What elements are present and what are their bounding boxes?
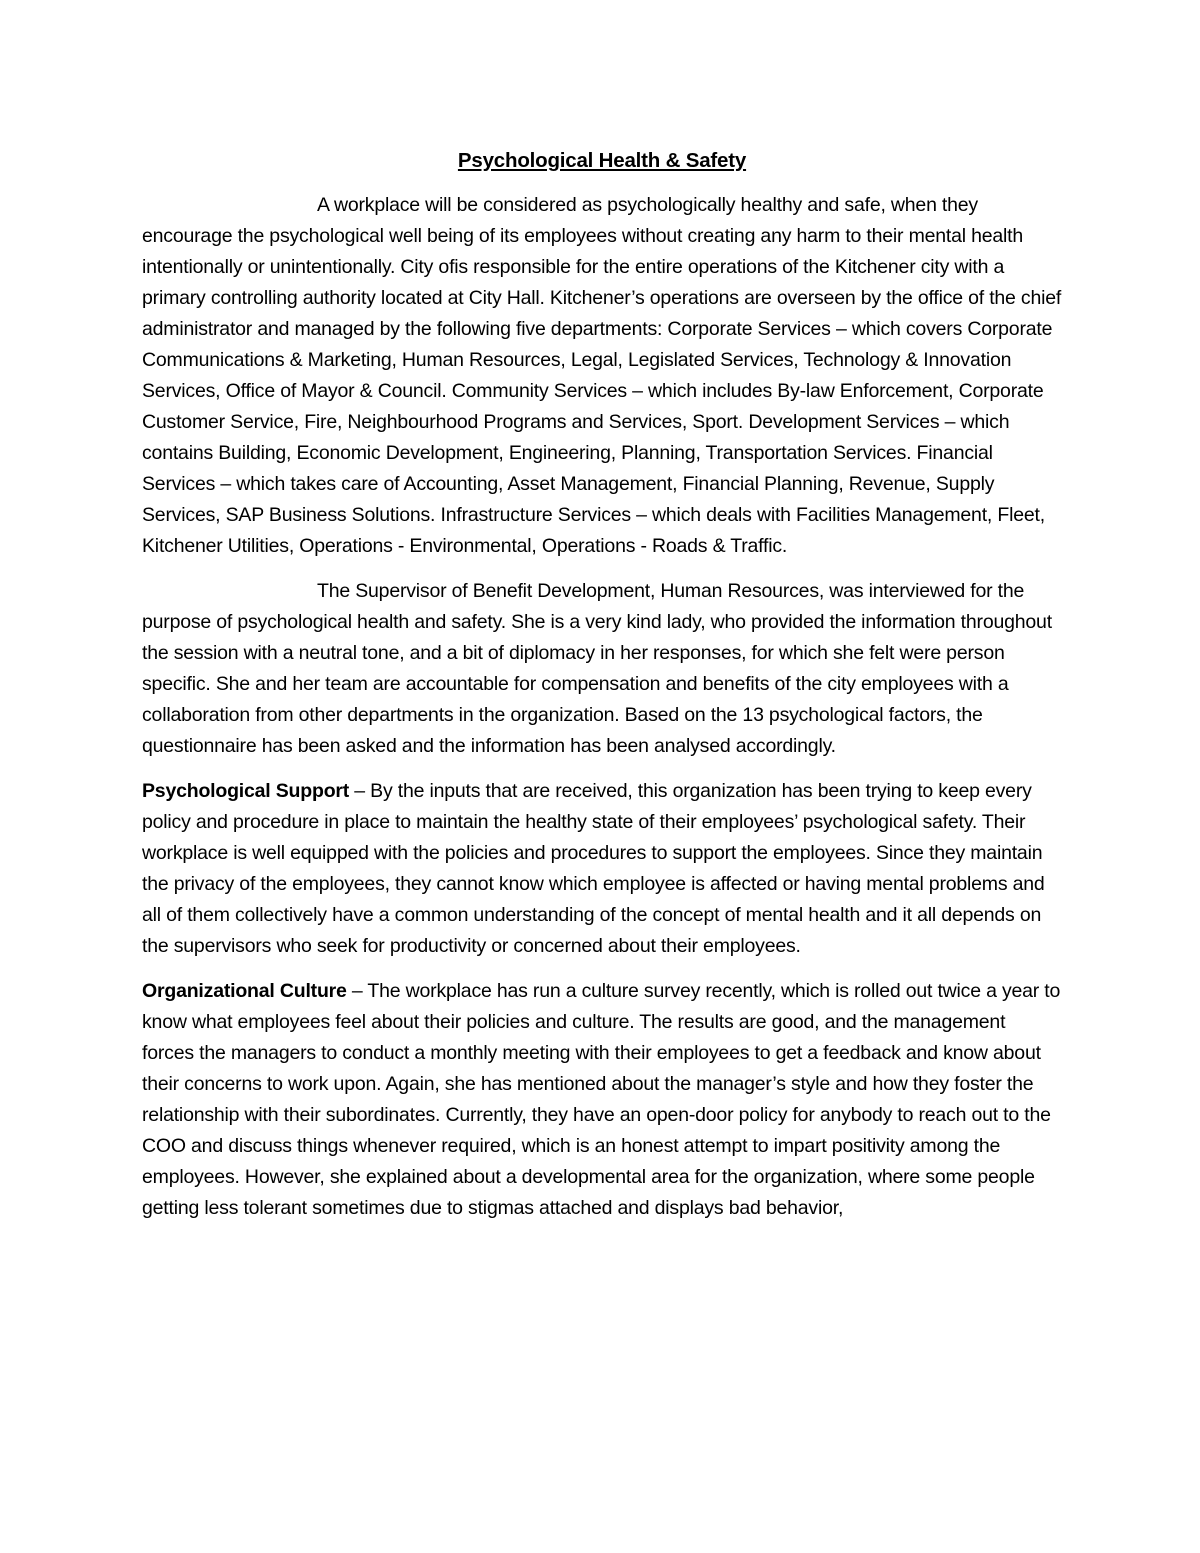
document-body (142, 145, 1062, 1238)
organizational-culture-text: – The workplace has run a culture survey recently, which is rolled out twice a year to know what employees feel about their policies and culture. The results are good, and the management forces the managers to conduct a monthly meeting with their employees to get a feedback and know about their concerns to work upon. Again, she has mentioned about the manager’s style and how they foster the relationship with their subordinates. Currently, they have an open-door policy for anybody to reach out to the COO and discuss things whenever required, which is an honest attempt to impart positivity among the employees. However, she explained about a developmental area for the organization, where some people getting less tolerant sometimes due to stigmas attached and displays bad behavior, (142, 980, 1061, 1219)
interview-paragraph (142, 576, 1062, 762)
intro-paragraph (142, 190, 1062, 562)
document-title: Psychological Health & Safety (457, 149, 747, 172)
organizational-culture-heading: Organizational Culture (142, 980, 347, 1002)
interview-paragraph-text: The Supervisor of Benefit Development, Human Resources, was interviewed for the purpose of psychological health and safety. She is a very kind lady, who provided the information throughout the session with a neutral tone, and a bit of diplomacy in her responses, for which she felt were person specific. She and her team are accountable for compensation and benefits of the city employees with a collaboration from other departments in the organization. Based on the 13 psychological factors, the questionnaire has been asked and the information has been analysed accordingly. (142, 580, 1052, 757)
psychological-support-heading: Psychological Support (142, 780, 350, 802)
intro-paragraph-text: A workplace will be considered as psychologically healthy and safe, when they encourage the psychological well being of its employees without creating any harm to their mental health intentionally or unintentionally. City ofis responsible for the entire operations of the Kitchener city with a primary controlling authority located at City Hall. Kitchener’s operations are overseen by the office of the chief administrator and managed by the following five departments: Corporate Services – which covers Corporate Communications & Marketing, Human Resources, Legal, Legislated Services, Technology & Innovation Services, Office of Mayor & Council. Community Services – which includes By-law Enforcement, Corporate Customer Service, Fire, Neighbourhood Programs and Services, Sport. Development Services – which contains Building, Economic Development, Engineering, Planning, Transportation Services. Financial Services – which takes care of Accounting, Asset Management, Financial Planning, Revenue, Supply Services, SAP Business Solutions. Infrastructure Services – which deals with Facilities Management, Fleet, Kitchener Utilities, Operations - Environmental, Operations - Roads & Traffic. (142, 194, 1062, 557)
psychological-support-paragraph (142, 776, 1062, 962)
psychological-support-text: – By the inputs that are received, this organization has been trying to keep every policy and procedure in place to maintain the healthy state of their employees’ psychological safety. Their workplace is well equipped with the policies and procedures to support the employees. Since they maintain the privacy of the employees, they cannot know which employee is affected or having mental problems and all of them collectively have a common understanding of the concept of mental health and it all depends on the supervisors who seek for productivity or concerned about their employees. (142, 780, 1045, 957)
organizational-culture-paragraph (142, 976, 1062, 1224)
